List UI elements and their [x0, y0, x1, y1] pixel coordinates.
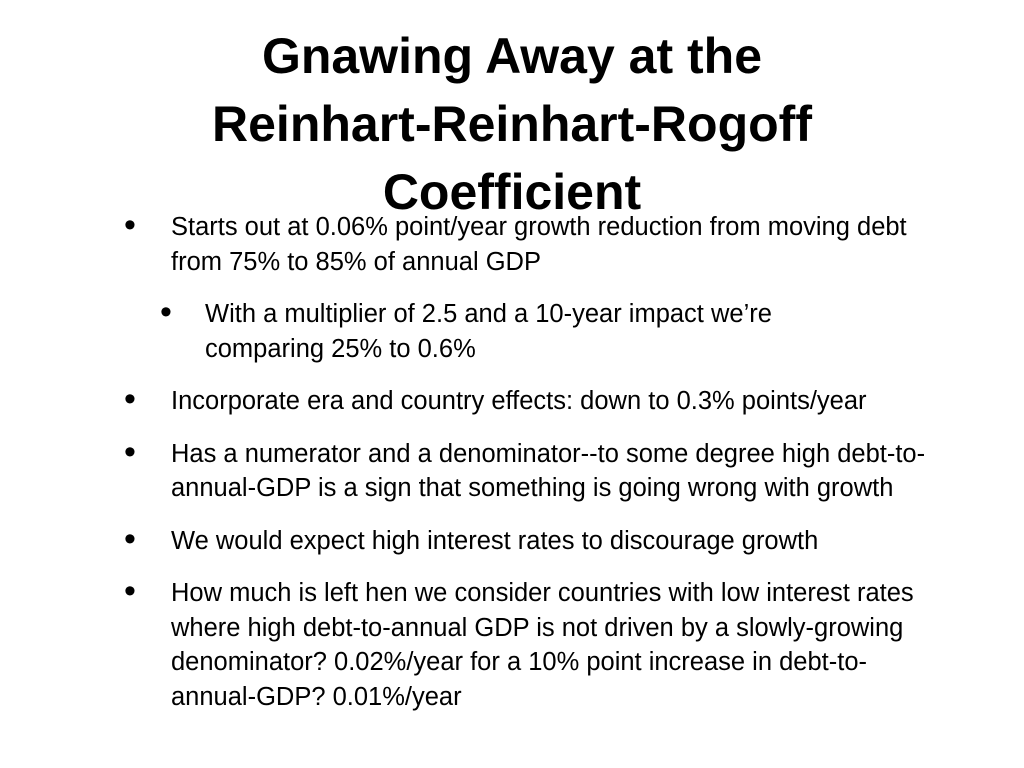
bullet-item — [0, 519, 931, 559]
bullet-text: How much is left hen we consider countries with low interest rates where high debt-to-annual GDP is not driven by a slowly-growing denominator? 0.02%/year for a 10% point increase in debt-to-annual-GDP? 0.01%/year — [171, 579, 914, 711]
title-line-1: Gnawing Away at the — [261, 28, 763, 84]
bullet-text: Has a numerator and a denominator--to some degree high debt-to-annual-GDP is a sign that something is going wrong with growth — [171, 439, 926, 502]
bullet-item — [0, 432, 931, 506]
bullet-item — [0, 206, 931, 279]
slide-title — [0, 22, 1024, 226]
bullet-item — [0, 572, 931, 714]
bullet-dot-icon: • — [124, 432, 136, 471]
bullet-dot-icon: • — [124, 572, 136, 610]
bullet-item — [0, 380, 931, 419]
bullet-text: We would expect high interest rates to discourage growth — [171, 526, 819, 555]
bullet-list — [0, 206, 1024, 732]
bullet-text: Incorporate era and country effects: down to 0.3% points/year — [171, 387, 867, 415]
bullet-text: Starts out at 0.06% point/year growth reduction from moving debt from 75% to 85% of annual GDP — [171, 213, 907, 276]
bullet-text: With a multiplier of 2.5 and a 10-year impact we’re comparing 25% to 0.6% — [205, 300, 772, 363]
sub-bullet-item — [0, 293, 895, 366]
title-line-3: Coefficient — [382, 164, 642, 220]
title-line-2: Reinhart-Reinhart-Rogoff — [212, 96, 812, 152]
bullet-dot-icon: • — [124, 380, 136, 418]
bullet-dot-icon: • — [124, 206, 136, 244]
bullet-dot-icon: • — [124, 519, 136, 558]
bullet-dot-icon: • — [160, 293, 172, 331]
